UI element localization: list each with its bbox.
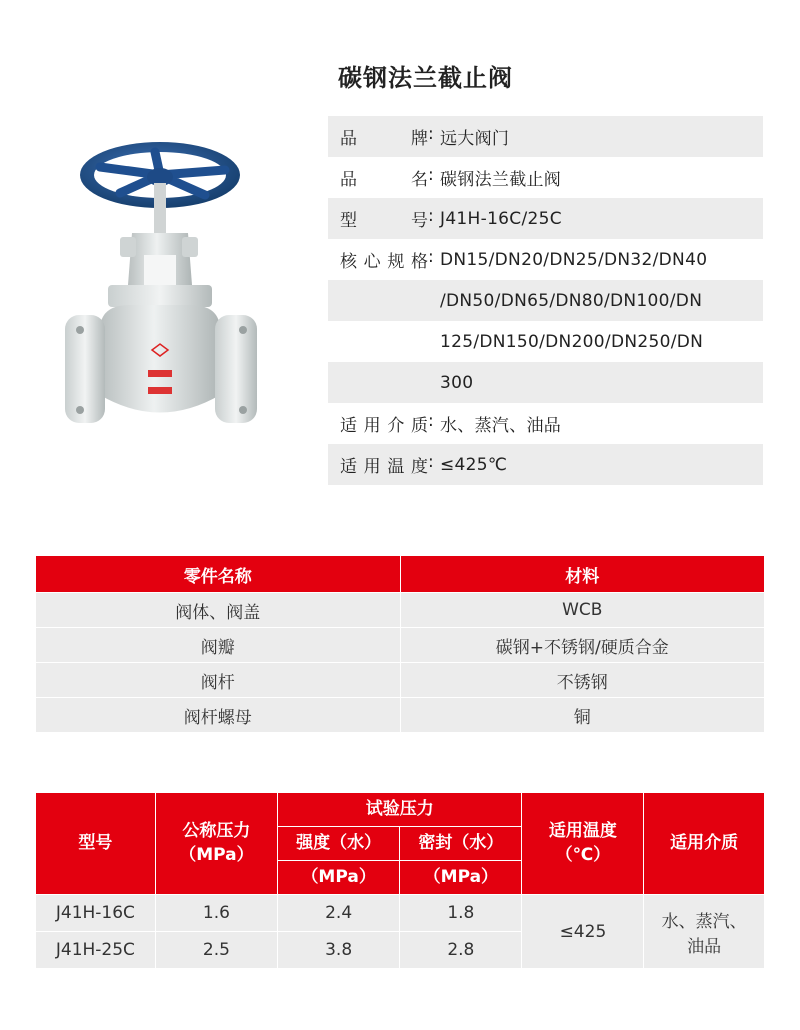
spec-row-medium: 适用介质 : 水、蒸汽、油品 xyxy=(328,403,763,444)
medium-cell xyxy=(644,895,765,969)
spec-value: J41H-16C/25C xyxy=(440,208,562,229)
spec-row-temperature: 适用温度 : ≤425℃ xyxy=(328,444,763,485)
model-cell: J41H-25C xyxy=(36,932,156,969)
strength-cell: 2.4 xyxy=(278,895,400,932)
part-name-cell: 阀体、阀盖 xyxy=(36,593,401,628)
material-cell: 铜 xyxy=(400,698,765,733)
table-row xyxy=(36,698,765,733)
materials-header-material: 材料 xyxy=(400,556,765,593)
pressure-header-row-1 xyxy=(36,793,765,827)
spec-label: 型号 xyxy=(340,211,428,231)
material-cell: 碳钢+不锈钢/硬质合金 xyxy=(400,628,765,663)
part-name-cell: 阀杆 xyxy=(36,663,401,698)
spec-value: 远大阀门 xyxy=(440,129,510,149)
spec-label: 适用温度 xyxy=(340,457,428,477)
spec-label: 品牌 xyxy=(340,129,428,149)
header-temperature-unit: （℃） xyxy=(555,844,611,865)
header-nominal-label: 公称压力 xyxy=(182,820,251,841)
spec-row-brand: 品牌 : 远大阀门 xyxy=(328,116,763,157)
header-temperature-label: 适用温度 xyxy=(548,820,617,841)
seal-cell: 1.8 xyxy=(400,895,522,932)
spec-row-model: 型号 : J41H-16C/25C xyxy=(328,198,763,239)
spec-row-name: 品名 : 碳钢法兰截止阀 xyxy=(328,157,763,198)
header-test-pressure: 试验压力 xyxy=(278,793,522,827)
spec-value: /DN50/DN65/DN80/DN100/DN xyxy=(440,290,703,311)
header-nominal-unit: （MPa） xyxy=(179,844,254,865)
header-seal-unit: （MPa） xyxy=(400,861,522,895)
spec-row-core-spec-cont xyxy=(328,362,763,403)
materials-table xyxy=(35,555,765,733)
spec-value: 水、蒸汽、油品 xyxy=(440,416,562,436)
spec-value: ≤425℃ xyxy=(440,454,508,475)
spec-row-core-spec: 核心规格 : DN15/DN20/DN25/DN32/DN40 xyxy=(328,239,763,280)
header-medium: 适用介质 xyxy=(644,793,765,895)
material-cell: 不锈钢 xyxy=(400,663,765,698)
spec-value: 125/DN150/DN200/DN250/DN xyxy=(440,331,704,352)
spec-value: DN15/DN20/DN25/DN32/DN40 xyxy=(440,249,708,270)
temperature-cell: ≤425 xyxy=(522,895,644,969)
spec-row-core-spec-cont xyxy=(328,280,763,321)
spec-value: 300 xyxy=(440,372,474,393)
part-name-cell: 阀瓣 xyxy=(36,628,401,663)
pressure-table xyxy=(35,792,765,969)
product-title: 碳钢法兰截止阀 xyxy=(338,64,513,92)
materials-header-part: 零件名称 xyxy=(36,556,401,593)
seal-cell: 2.8 xyxy=(400,932,522,969)
header-nominal-pressure xyxy=(155,793,277,895)
header-seal: 密封（水） xyxy=(400,827,522,861)
header-strength-unit: （MPa） xyxy=(278,861,400,895)
nominal-pressure-cell: 1.6 xyxy=(155,895,277,932)
part-name-cell: 阀杆螺母 xyxy=(36,698,401,733)
spec-value: 碳钢法兰截止阀 xyxy=(440,170,562,190)
header-model: 型号 xyxy=(36,793,156,895)
table-row xyxy=(36,628,765,663)
material-cell: WCB xyxy=(400,593,765,628)
spec-table xyxy=(328,116,763,485)
nominal-pressure-cell: 2.5 xyxy=(155,932,277,969)
spec-label: 品名 xyxy=(340,170,428,190)
spec-label: 核心规格 xyxy=(340,252,428,272)
spec-row-core-spec-cont xyxy=(328,321,763,362)
strength-cell: 3.8 xyxy=(278,932,400,969)
medium-line: 油品 xyxy=(687,936,722,957)
header-strength: 强度（水） xyxy=(278,827,400,861)
table-row xyxy=(36,593,765,628)
table-row xyxy=(36,895,765,932)
materials-header-row xyxy=(36,556,765,593)
valve-product-image xyxy=(60,125,285,445)
header-temperature xyxy=(522,793,644,895)
medium-line: 水、蒸汽、 xyxy=(661,911,747,932)
table-row xyxy=(36,663,765,698)
spec-label: 适用介质 xyxy=(340,416,428,436)
model-cell: J41H-16C xyxy=(36,895,156,932)
